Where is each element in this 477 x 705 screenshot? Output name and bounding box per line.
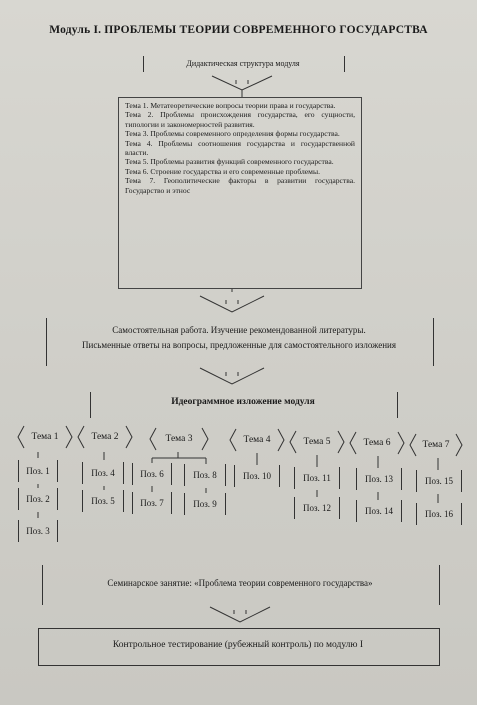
pos-11: Поз. 11: [294, 467, 340, 489]
ideogram-label: Идеограммное изложение модуля: [171, 397, 315, 407]
pos-9: Поз. 9: [184, 493, 226, 515]
pos-16: Поз. 16: [416, 503, 462, 525]
pos-1: Поз. 1: [18, 460, 58, 482]
topic-item: Тема 4. Проблемы соотношения государства и государственной власти.: [125, 138, 355, 158]
pos-14: Поз. 14: [356, 500, 402, 522]
module-title: Модуль I. ПРОБЛЕМЫ ТЕОРИИ СОВРЕМЕННОГО ГОСУДАРСТВА: [49, 24, 428, 36]
pos-2: Поз. 2: [18, 488, 58, 510]
topic-item: Тема 6. Строение государства и его современные проблемы.: [125, 166, 320, 176]
tema-6: Тема 6: [363, 438, 391, 448]
topic-item: Тема 7. Геополитические факторы в развитии государства. Государство и этнос: [125, 176, 355, 195]
tema-5: Тема 5: [303, 437, 331, 447]
pos-4: Поз. 4: [82, 462, 124, 484]
control-text: Контрольное тестирование (рубежный контроль) по модулю I: [112, 640, 364, 650]
tema-7: Тема 7: [422, 440, 450, 450]
topic-item: Тема 3. Проблемы современного определения формы государства.: [125, 129, 340, 139]
pos-13: Поз. 13: [356, 468, 402, 490]
self-work-line1: Самостоятельная работа. Изучение рекомендованной литературы.: [112, 325, 366, 335]
topic-item: Тема 1. Метатеоретические вопросы теории права и государства.: [125, 101, 336, 110]
structure-label: Дидактическая структура модуля: [186, 59, 300, 68]
pos-3: Поз. 3: [18, 520, 58, 542]
pos-6: Поз. 6: [132, 463, 172, 485]
tema-3: Тема 3: [165, 434, 193, 444]
pos-10: Поз. 10: [234, 465, 280, 487]
pos-5: Поз. 5: [82, 490, 124, 512]
pos-12: Поз. 12: [294, 497, 340, 519]
self-work-line2: Письменные ответы на вопросы, предложенные для самостоятельного изложения: [82, 340, 396, 350]
pos-8: Поз. 8: [184, 464, 226, 486]
pos-7: Поз. 7: [132, 492, 172, 514]
topic-item: Тема 5. Проблемы развития функций современного государства.: [125, 157, 334, 167]
tema-2: Тема 2: [91, 432, 119, 442]
topic-item: Тема 2. Проблемы происхождения государства, его сущности, типологии и закономерностей развития.: [125, 110, 355, 129]
tema-4: Тема 4: [243, 435, 271, 445]
pos-15: Поз. 15: [416, 470, 462, 492]
tema-1: Тема 1: [31, 432, 59, 442]
seminar-text: Семинарское занятие: «Проблема теории современного государства»: [107, 578, 373, 588]
